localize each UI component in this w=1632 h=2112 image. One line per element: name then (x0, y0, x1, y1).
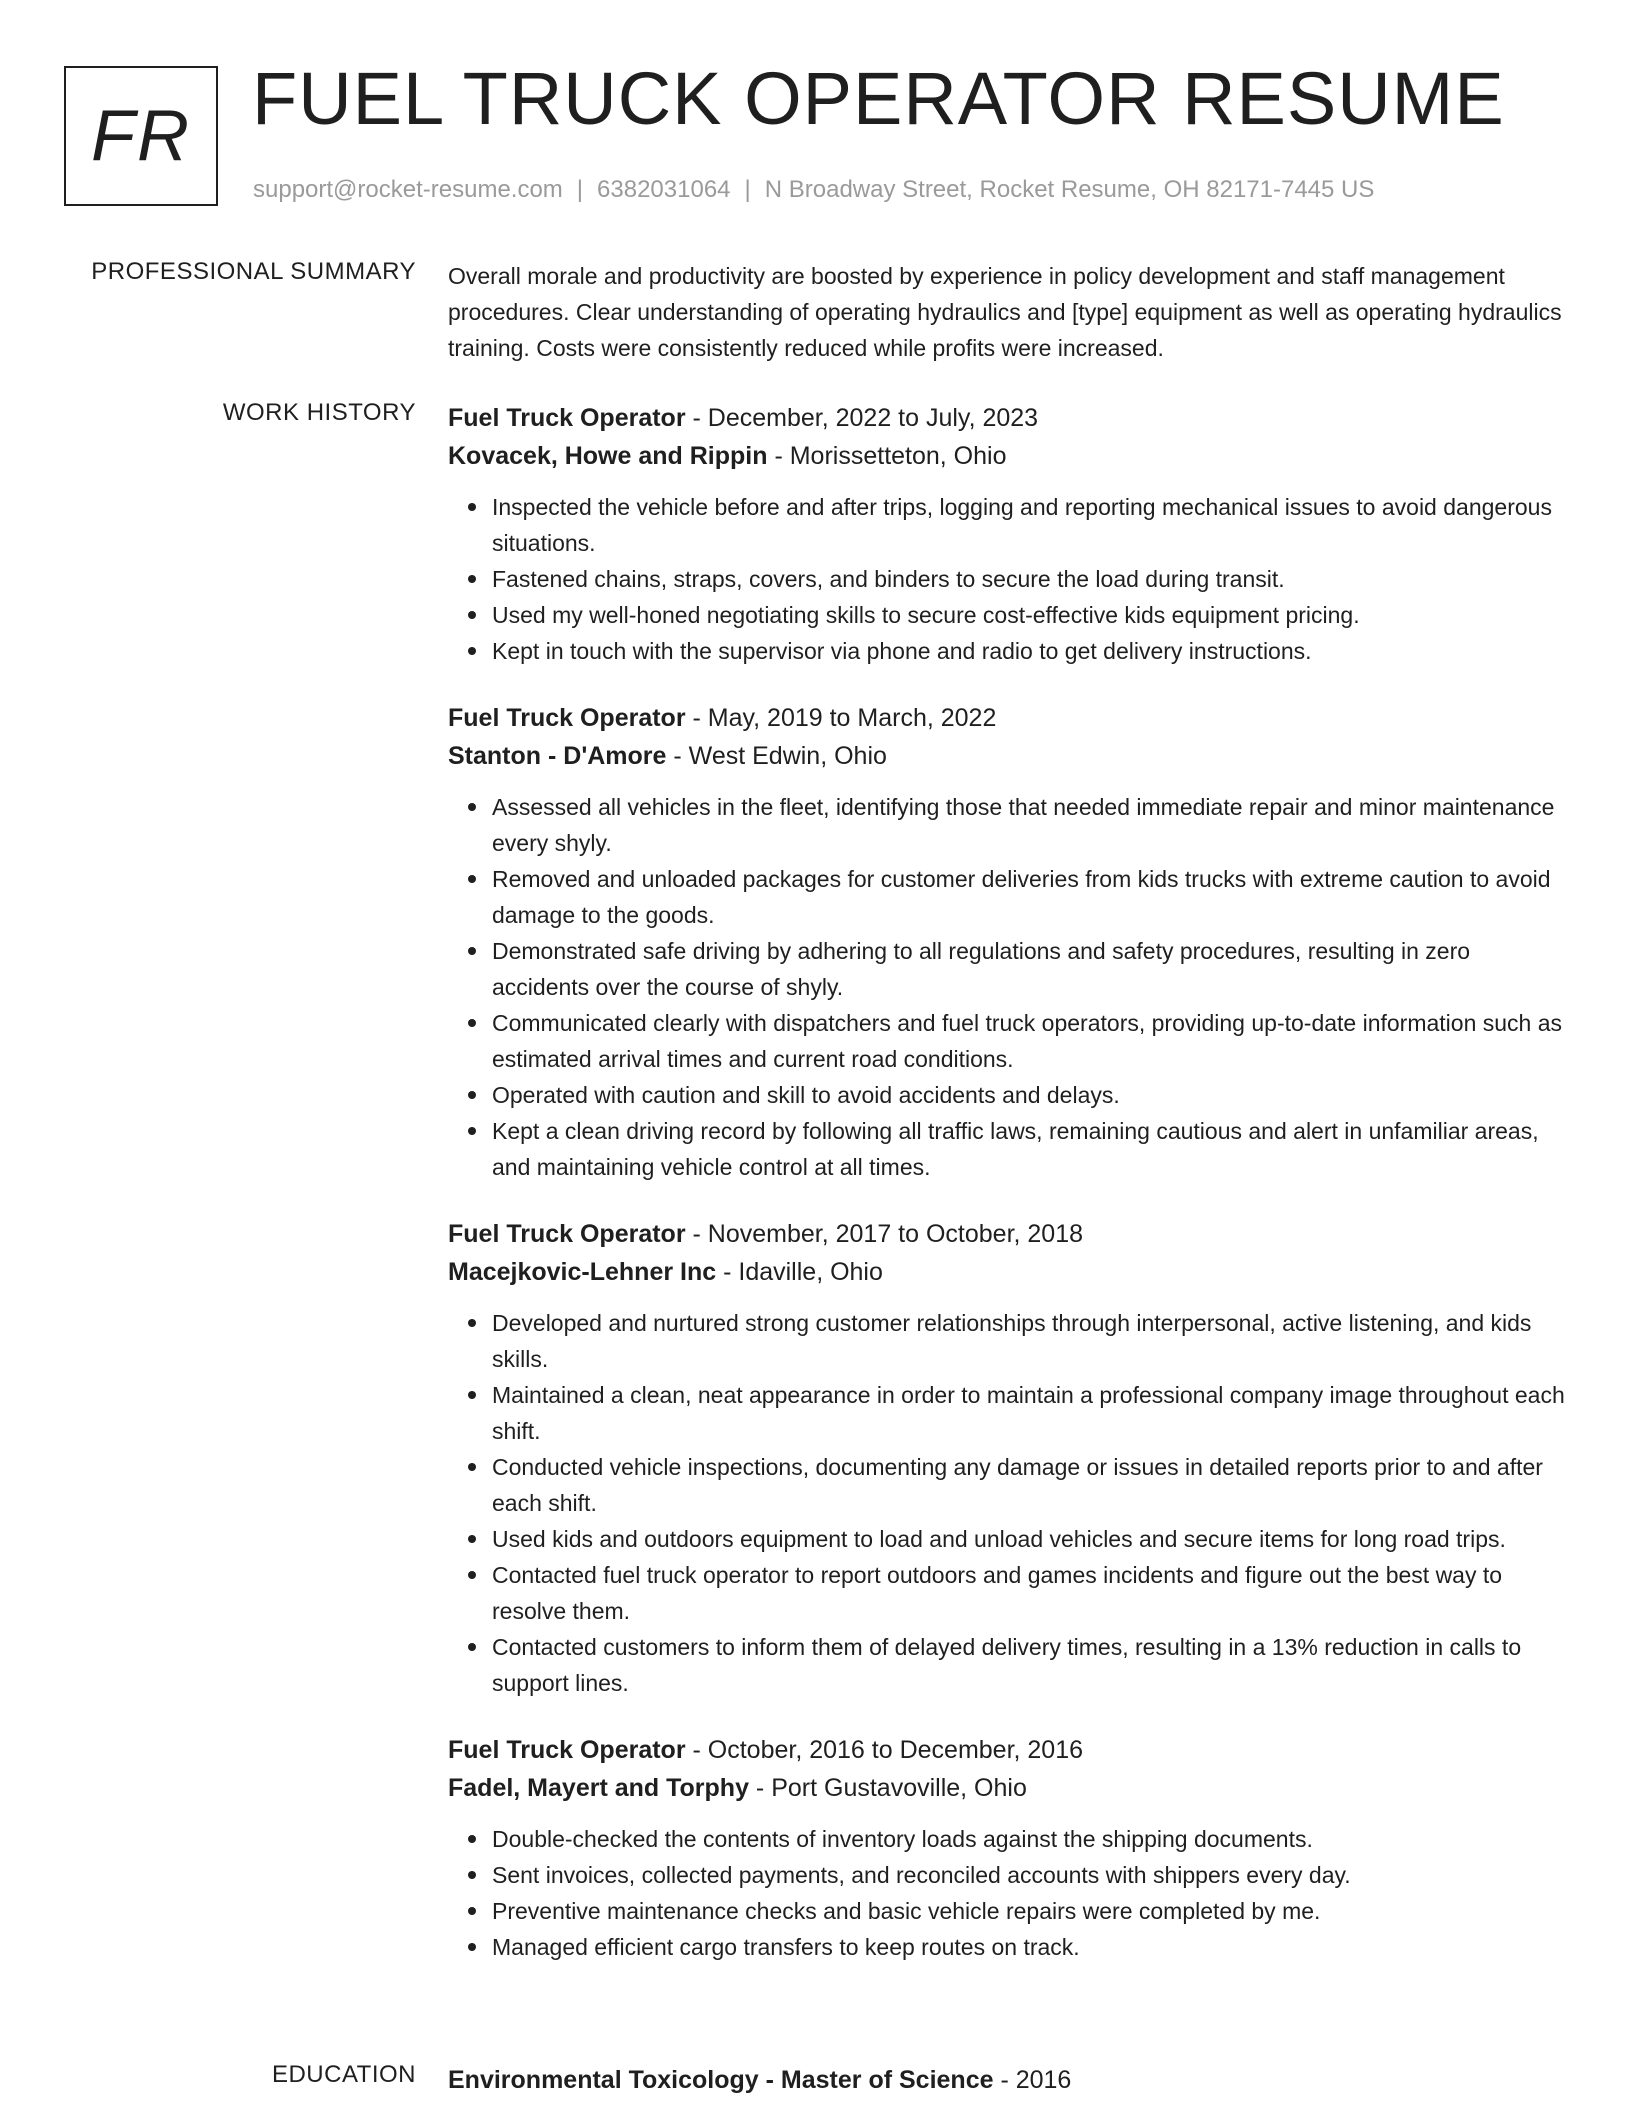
job-bullet: Assessed all vehicles in the fleet, identifying those that needed immediate repair and minor maintenance every shyly. (492, 789, 1568, 861)
contact-separator: | (744, 176, 751, 203)
job-company: Macejkovic-Lehner Inc (448, 1258, 717, 1286)
section-label-education: EDUCATION (271, 2061, 416, 2088)
job-bullet: Operated with caution and skill to avoid accidents and delays. (492, 1077, 1568, 1113)
job-bullet: Managed efficient cargo transfers to keep routes on track. (492, 1929, 1568, 1965)
summary-body (448, 258, 1568, 366)
job-title: Fuel Truck Operator (448, 1736, 686, 1764)
job-title-line (448, 699, 1568, 737)
summary-text: Overall morale and productivity are boosted by experience in policy development and staff management procedures. Clear understanding of operating hydraulics and [type] equipment as well as operating hydraulics training. Costs were consistently reduced while profits were increased. (448, 263, 1562, 361)
job-company: Stanton - D'Amore (448, 742, 667, 770)
job-bullet: Inspected the vehicle before and after trips, logging and reporting mechanical issues to avoid dangerous situations. (492, 489, 1568, 561)
resume-title: FUEL TRUCK OPERATOR RESUME (252, 57, 1505, 140)
job-bullets (448, 489, 1568, 669)
contact-separator: | (576, 176, 584, 203)
job-bullet: Maintained a clean, neat appearance in order to maintain a professional company image throughout each shift. (492, 1377, 1568, 1449)
job-dates: - October, 2016 to December, 2016 (685, 1736, 1084, 1764)
job-title-line (448, 399, 1568, 437)
job-bullet: Preventive maintenance checks and basic vehicle repairs were completed by me. (492, 1893, 1568, 1929)
job-bullets (448, 1821, 1568, 1965)
job-bullets (448, 1305, 1568, 1701)
education-degree: Environmental Toxicology - Master of Science (448, 2066, 994, 2094)
job-title: Fuel Truck Operator (448, 404, 686, 432)
job-title: Fuel Truck Operator (448, 704, 686, 732)
job-dates: - November, 2017 to October, 2018 (685, 1220, 1084, 1248)
job-bullet: Sent invoices, collected payments, and reconciled accounts with shippers every day. (492, 1857, 1568, 1893)
job-location: - Morissetteton, Ohio (767, 442, 1007, 470)
job-dates: - May, 2019 to March, 2022 (685, 704, 997, 732)
job-bullet: Demonstrated safe driving by adhering to all regulations and safety procedures, resulting in zero accidents over the course of shyly. (492, 933, 1568, 1005)
job-location: - Idaville, Ohio (716, 1258, 883, 1286)
job-bullet: Developed and nurtured strong customer relationships through interpersonal, active listening, and kids skills. (492, 1305, 1568, 1377)
contact-line (253, 176, 1374, 204)
job-company: Fadel, Mayert and Torphy (448, 1774, 749, 1802)
job-location: - Port Gustavoville, Ohio (748, 1774, 1027, 1802)
work-history-body (448, 399, 1568, 1995)
job-company-line (448, 437, 1568, 475)
job-company-line (448, 1253, 1568, 1291)
education-body (448, 2061, 1568, 2099)
job-bullet: Contacted fuel truck operator to report outdoors and games incidents and figure out the best way to resolve them. (492, 1557, 1568, 1629)
job-company-line (448, 737, 1568, 775)
section-label-summary: PROFESSIONAL SUMMARY (91, 258, 416, 285)
job-company: Kovacek, Howe and Rippin (448, 442, 768, 470)
job-entry (448, 399, 1568, 669)
job-bullet: Kept in touch with the supervisor via phone and radio to get delivery instructions. (492, 633, 1568, 669)
job-bullet: Communicated clearly with dispatchers and fuel truck operators, providing up-to-date information such as estimated arrival times and current road conditions. (492, 1005, 1568, 1077)
job-title-line (448, 1215, 1568, 1253)
job-bullet: Conducted vehicle inspections, documenting any damage or issues in detailed reports prior to and after each shift. (492, 1449, 1568, 1521)
job-dates: - December, 2022 to July, 2023 (685, 404, 1039, 432)
job-title: Fuel Truck Operator (448, 1220, 686, 1248)
job-bullet: Kept a clean driving record by following all traffic laws, remaining cautious and alert in unfamiliar areas, and maintaining vehicle control at all times. (492, 1113, 1568, 1185)
job-bullet: Contacted customers to inform them of delayed delivery times, resulting in a 13% reduction in calls to support lines. (492, 1629, 1568, 1701)
job-entry (448, 699, 1568, 1185)
monogram-logo: FR (64, 66, 218, 206)
job-entry (448, 1215, 1568, 1701)
job-bullet: Used kids and outdoors equipment to load and unload vehicles and secure items for long road trips. (492, 1521, 1568, 1557)
job-company-line (448, 1769, 1568, 1807)
job-bullet: Double-checked the contents of inventory loads against the shipping documents. (492, 1821, 1568, 1857)
contact-phone[interactable]: 6382031064 (597, 176, 731, 203)
job-entry (448, 1731, 1568, 1965)
education-line (448, 2061, 1568, 2099)
job-title-line (448, 1731, 1568, 1769)
job-bullet: Fastened chains, straps, covers, and binders to secure the load during transit. (492, 561, 1568, 597)
job-bullet: Used my well-honed negotiating skills to secure cost-effective kids equipment pricing. (492, 597, 1568, 633)
contact-address: N Broadway Street, Rocket Resume, OH 82171-7445 US (764, 176, 1375, 203)
job-bullets (448, 789, 1568, 1185)
job-bullet: Removed and unloaded packages for customer deliveries from kids trucks with extreme caution to avoid damage to the goods. (492, 861, 1568, 933)
education-year: - 2016 (993, 2066, 1072, 2094)
job-location: - West Edwin, Ohio (666, 742, 887, 770)
contact-email[interactable]: support@rocket-resume.com (253, 176, 563, 203)
section-label-work-history: WORK HISTORY (222, 399, 416, 426)
